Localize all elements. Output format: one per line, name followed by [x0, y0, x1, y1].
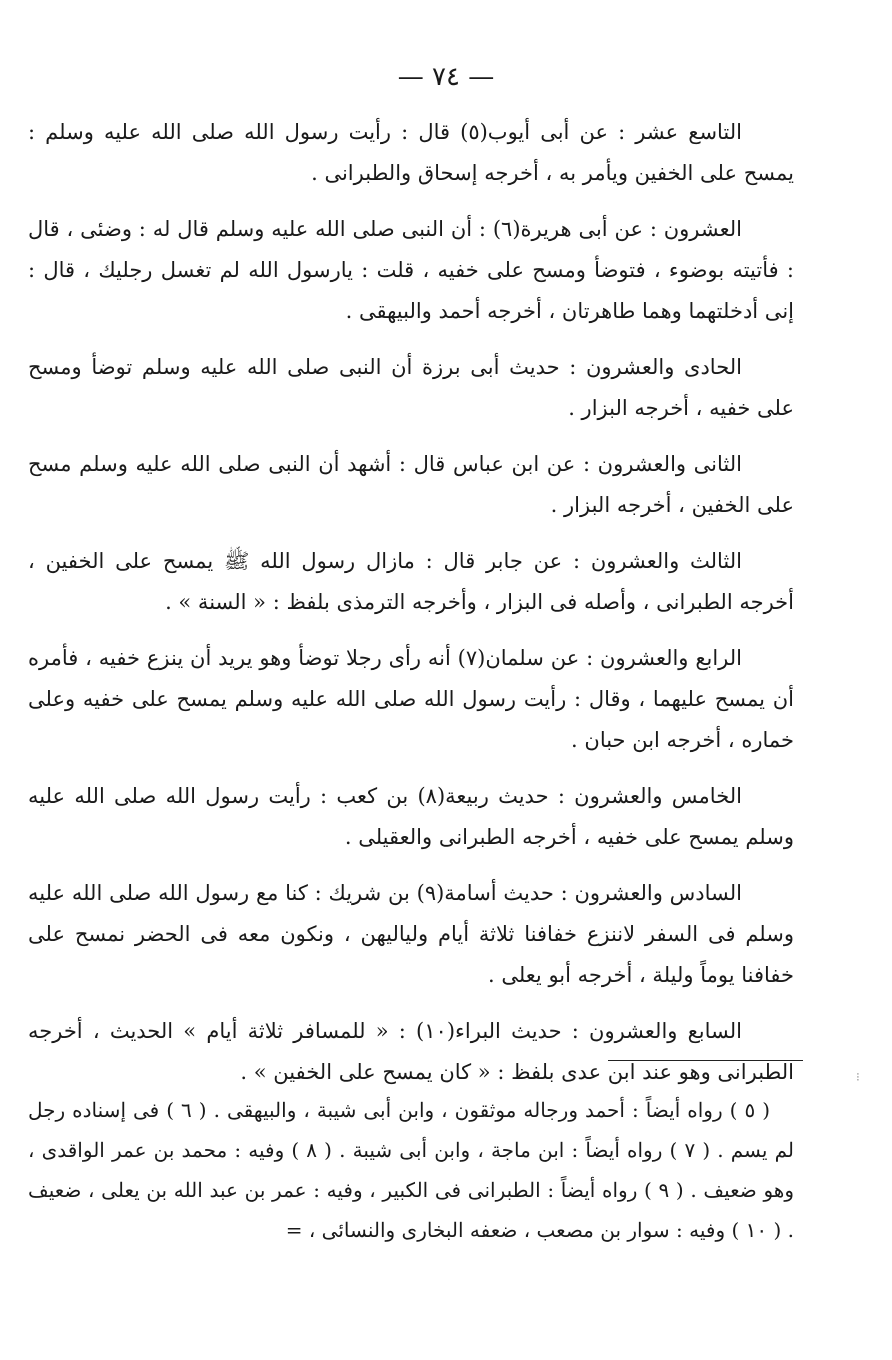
hadith-paragraph-27: [28, 1011, 794, 1093]
hadith-paragraph-20: [28, 209, 794, 332]
paragraph-text: الرابع والعشرون : عن سلمان(٧) أنه رأى رجلا توضأ وهو يريد أن ينزع خفيه ، فأمره أن يمسح عليهما ، وقال : رأيت رسول الله صلى الله عليه وسلم يمسح على خفيه وعلى خماره ، أخرجه ابن حبان .: [28, 646, 794, 752]
paragraph-text: الحادى والعشرون : حديث أبى برزة أن النبى صلى الله عليه وسلم توضأ ومسح على خفيه ، أخرجه البزار .: [28, 355, 794, 420]
footnote-divider: [608, 1060, 803, 1061]
hadith-paragraph-26: [28, 873, 794, 996]
hadith-paragraph-25: [28, 776, 794, 858]
hadith-paragraph-24: [28, 638, 794, 761]
page-number: — ٧٤ —: [397, 62, 495, 92]
hadith-paragraph-22: [28, 444, 794, 526]
paragraph-text: الخامس والعشرون : حديث ربيعة(٨) بن كعب : رأيت رسول الله صلى الله عليه وسلم يمسح على خفيه ، أخرجه الطبرانى والعقيلى .: [28, 784, 794, 849]
paragraph-text: السادس والعشرون : حديث أسامة(٩) بن شريك : كنا مع رسول الله صلى الله عليه وسلم فى السفر لاننزع خفافنا ثلاثة أيام ولياليهن ، ونكون معه فى الحضر نمسح على خفافنا يوماً وليلة ، أخرجه أبو يعلى .: [28, 881, 794, 987]
margin-speck: ⁝: [856, 1070, 860, 1084]
paragraph-text: العشرون : عن أبى هريرة(٦) : أن النبى صلى الله عليه وسلم قال له : وضئى ، قال : فأتيته بوضوء ، فتوضأ ومسح على خفيه ، قلت : يارسول الله لم تغسل رجليك ، قال : إنى أدخلتهما وهما طاهرتان ، أخرجه أحمد والبيهقى .: [28, 217, 794, 323]
hadith-paragraph-23: [28, 541, 794, 623]
paragraph-text: التاسع عشر : عن أبى أيوب(٥) قال : رأيت رسول الله صلى الله عليه وسلم : يمسح على الخفين ويأمر به ، أخرجه إسحاق والطبرانى .: [28, 120, 794, 185]
paragraph-text: الثانى والعشرون : عن ابن عباس قال : أشهد أن النبى صلى الله عليه وسلم مسح على الخفين ، أخرجه البزار .: [28, 452, 794, 517]
footnotes: [28, 1090, 794, 1250]
hadith-paragraph-19: [28, 112, 794, 194]
hadith-paragraph-21: [28, 347, 794, 429]
footnote-block: [28, 1090, 794, 1250]
paragraph-text: السابع والعشرون : حديث البراء(١٠) : « للمسافر ثلاثة أيام » الحديث ، أخرجه الطبرانى وهو عند ابن عدى بلفظ : « كان يمسح على الخفين » .: [28, 1019, 794, 1084]
paragraph-text: الثالث والعشرون : عن جابر قال : مازال رسول الله ﷺ يمسح على الخفين ، أخرجه الطبرانى ، وأصله فى البزار ، وأخرجه الترمذى بلفظ : « السنة » .: [28, 549, 794, 614]
footnote-text: ( ٥ ) رواه أيضاً : أحمد ورجاله موثقون ، وابن أبى شيبة ، والبيهقى . ( ٦ ) فى إسناده رجل لم يسم . ( ٧ ) رواه أيضاً : ابن ماجة ، وابن أبى شيبة . ( ٨ ) وفيه : محمد بن عمر الواقدى ، وهو ضعيف . ( ٩ ) رواه أيضاً : الطبرانى فى الكبير ، وفيه : عمر بن عبد الله بن يعلى ، ضعيف . ( ١٠ ) وفيه : سوار بن مصعب ، ضعفه البخارى والنسائى ، =: [28, 1098, 795, 1242]
main-text: [28, 112, 794, 1108]
